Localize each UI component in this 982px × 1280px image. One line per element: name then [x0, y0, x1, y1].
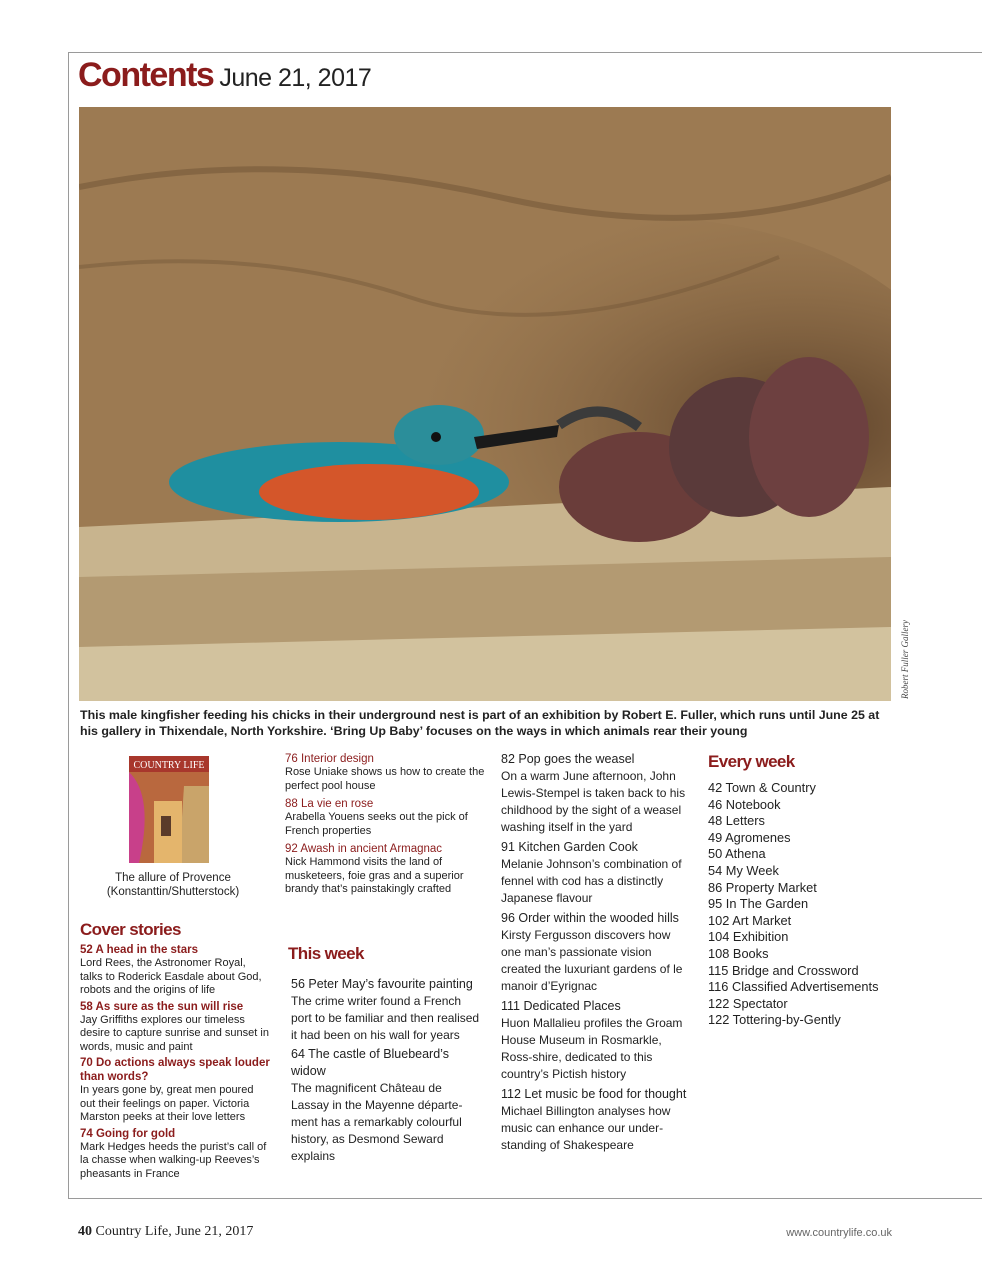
cover-story-item[interactable] — [80, 943, 270, 998]
footer-folio — [78, 1224, 253, 1240]
cover-story-item[interactable] — [80, 1127, 270, 1182]
cover-story-desc: Lord Rees, the Astronomer Royal, talks to Roderick Easdale about God, robots and the origins of life — [80, 957, 262, 996]
cover-thumbnail — [129, 756, 209, 863]
feature-desc: On a warm June afternoon, John Lewis-Stempel is taken back to his childhood by the sight of a weasel washing itself in the yard — [501, 769, 686, 834]
features-right-section — [501, 751, 693, 1157]
cover-story-desc: Jay Griffiths explores our timeless desire to capture sunrise and sunset in words, music and paint — [80, 1013, 269, 1053]
top-rule — [68, 52, 982, 53]
every-week-item[interactable]: 86 Property Market — [708, 879, 817, 895]
cover-masthead: COUNTRY LIFE — [133, 760, 205, 771]
feature-title: 92 Awash in ancient Armagnac — [285, 843, 443, 855]
every-week-item[interactable]: 95 In The Garden — [708, 896, 809, 912]
every-week-item[interactable]: 46 Notebook — [708, 796, 781, 812]
kingfisher-photo — [79, 107, 891, 701]
every-week-item[interactable]: 48 Letters — [708, 813, 765, 829]
cover-story-desc: In years gone by, great men poured out their feelings on paper. Victoria Marston peeks at their love letters — [80, 1084, 254, 1123]
cover-story-title: 74 Going for gold — [80, 1127, 176, 1140]
every-week-item[interactable]: 104 Exhibition — [708, 929, 789, 945]
photo-credit-text: Robert Fuller Gallery — [900, 620, 910, 699]
this-week-section — [288, 944, 483, 1167]
bottom-rule — [68, 1198, 982, 1199]
every-week-item[interactable]: 116 Classified Advertisements — [708, 979, 879, 995]
feature-item[interactable] — [285, 797, 485, 838]
feature-title: 96 Order within the wooded hills — [501, 911, 679, 925]
every-week-item[interactable]: 50 Athena — [708, 846, 766, 862]
cover-caption — [86, 871, 260, 899]
page-title: Contents — [78, 56, 214, 94]
feature-item[interactable] — [285, 752, 485, 793]
feature-desc: Nick Hammond visits the land of musketeers, foie gras and a superior brandy that’s painstakingly crafted — [285, 856, 464, 895]
feature-desc: Huon Mallalieu profiles the Groam House Museum in Rosmarkle, Ross-shire, dedicated to this country’s Pictish history — [501, 1016, 683, 1081]
cover-story-desc: Mark Hedges heeds the purist’s call of la chasse when walking-up Reeves’s pheasants in France — [80, 1140, 267, 1180]
feature-title: 112 Let music be food for thought — [501, 1087, 687, 1101]
feature-item[interactable] — [285, 842, 485, 897]
every-week-item[interactable]: 102 Art Market — [708, 912, 792, 928]
cover-caption-line1: The allure of Provence — [115, 872, 231, 884]
issue-date: June 21, 2017 — [219, 64, 372, 92]
kingfisher-illustration — [79, 107, 891, 701]
feature-title: 88 La vie en rose — [285, 798, 374, 810]
this-week-title: 56 Peter May’s favourite painting — [291, 977, 473, 991]
every-week-item[interactable]: 49 Agromenes — [708, 829, 791, 845]
page-header — [78, 56, 371, 95]
feature-title: 111 Dedicated Places — [501, 999, 621, 1013]
website-link[interactable]: www.countrylife.co.uk — [786, 1227, 892, 1239]
features-mid-section — [285, 752, 485, 901]
feature-desc: Rose Uniake shows us how to create the perfect pool house — [285, 766, 485, 792]
feature-item[interactable] — [501, 998, 693, 1083]
cover-caption-credit: (Konstanttin/Shutterstock) — [106, 886, 240, 898]
feature-title: 82 Pop goes the weasel — [501, 752, 635, 766]
photo-credit — [899, 600, 909, 700]
feature-item[interactable] — [501, 1086, 693, 1154]
every-week-item[interactable]: 54 My Week — [708, 862, 779, 878]
cover-story-item[interactable] — [80, 1000, 270, 1055]
cover-stories-heading: Cover stories — [80, 920, 181, 939]
every-week-section — [708, 752, 898, 1029]
cover-story-title: 58 As sure as the sun will rise — [80, 1000, 244, 1013]
photo-caption: This male kingfisher feeding his chicks in their underground nest is part of an exhibition by Robert E. Fuller, which runs until June 25 at his gallery in Thixendale, North Yorkshire. ‘Bring Up Baby’ focuses on the ways in which animals rear their young — [80, 708, 880, 738]
publication-line: Country Life, June 21, 2017 — [95, 1224, 254, 1239]
every-week-item[interactable]: 115 Bridge and Crossword — [708, 962, 859, 978]
page-number: 40 — [78, 1224, 92, 1239]
every-week-item[interactable]: 122 Spectator — [708, 995, 788, 1011]
this-week-heading: This week — [288, 944, 364, 963]
feature-desc: Kirsty Fergusson discovers how one man’s passionate vision created the luxuriant gardens of le manoir d’Eyrignac — [501, 928, 683, 993]
feature-desc: Melanie Johnson’s combination of fennel with cod has a distinctly Japanese flavour — [501, 857, 682, 905]
this-week-title: 64 The castle of Bluebeard’s widow — [291, 1047, 449, 1078]
cover-image — [129, 756, 209, 863]
feature-title: 91 Kitchen Garden Cook — [501, 840, 638, 854]
cover-story-item[interactable] — [80, 1056, 270, 1125]
every-week-item[interactable]: 42 Town & Country — [708, 780, 816, 795]
left-rule — [68, 52, 69, 1199]
feature-item[interactable] — [501, 839, 693, 907]
cover-story-title: 70 Do actions always speak louder than words? — [80, 1057, 270, 1083]
this-week-item[interactable] — [288, 976, 483, 1044]
feature-item[interactable] — [501, 751, 693, 836]
this-week-item[interactable] — [288, 1046, 483, 1165]
feature-title: 76 Interior design — [285, 753, 374, 765]
this-week-desc: The magnificent Château de Lassay in the Mayenne départe-ment has a remarkably colourful history, as Desmond Seward explains — [291, 1081, 463, 1163]
feature-desc: Michael Billington analyses how music can enhance our under-standing of Shakespeare — [501, 1104, 671, 1152]
this-week-desc: The crime writer found a French port to be familiar and then realised it had been on his wall for years — [291, 994, 480, 1042]
every-week-heading: Every week — [708, 752, 795, 771]
cover-stories-section — [80, 920, 270, 1183]
every-week-item[interactable]: 122 Tottering-by-Gently — [708, 1012, 841, 1028]
feature-desc: Arabella Youens seeks out the pick of French properties — [285, 811, 468, 837]
cover-story-title: 52 A head in the stars — [80, 944, 199, 956]
feature-item[interactable] — [501, 910, 693, 995]
every-week-item[interactable]: 108 Books — [708, 945, 769, 961]
